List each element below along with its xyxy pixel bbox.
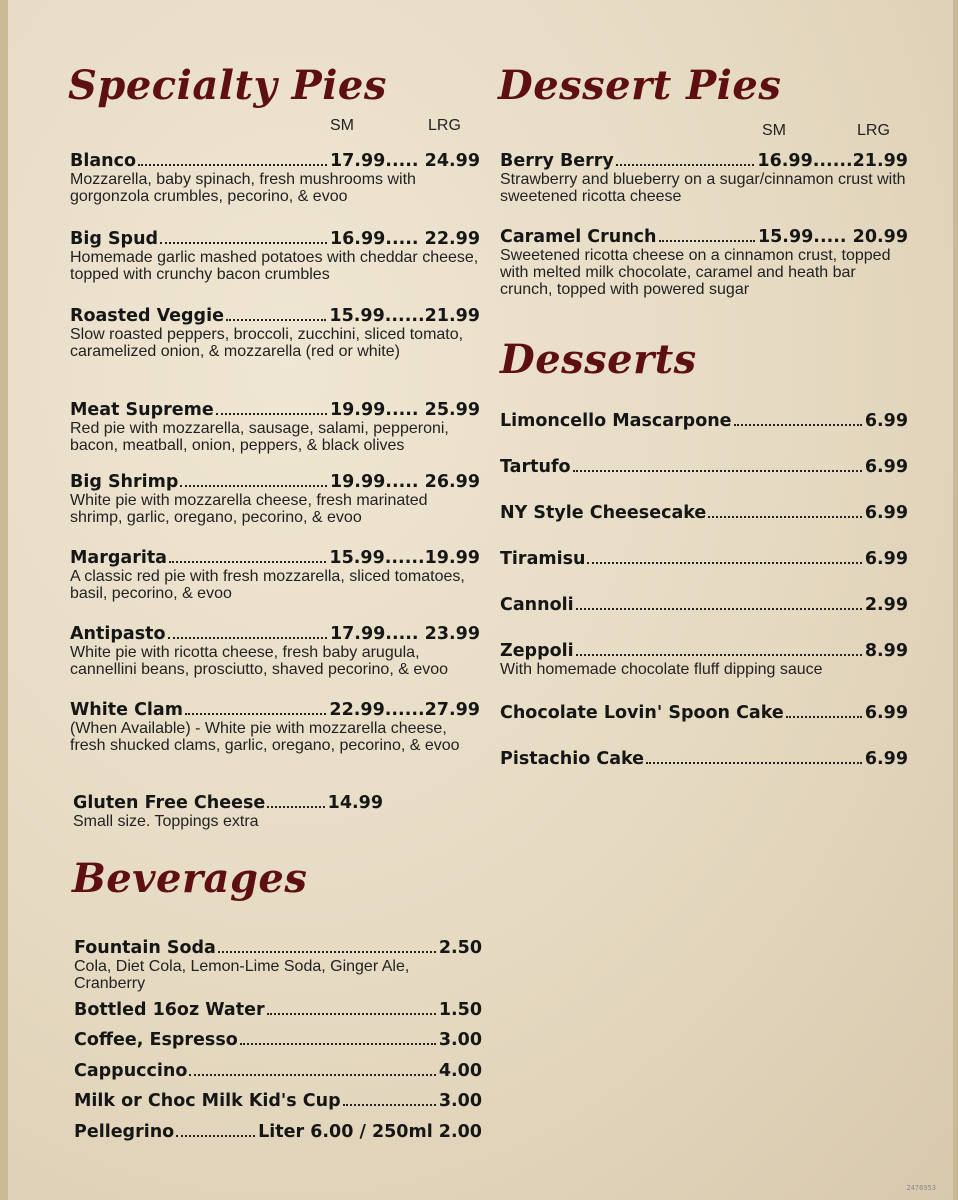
- item-name: Pistachio Cake: [500, 749, 645, 769]
- leader-dots: [734, 424, 862, 426]
- menu-item: [500, 457, 908, 477]
- size-sm-label: SM: [330, 117, 354, 134]
- menu-item: [74, 1091, 482, 1111]
- item-price: 2.99: [864, 595, 908, 615]
- leader-dots: [216, 413, 327, 415]
- item-price: 14.99: [327, 793, 383, 813]
- leader-dots: [267, 806, 324, 808]
- item-name: Tartufo: [500, 457, 571, 477]
- item-price: 15.99......21.99: [329, 306, 480, 326]
- item-name: Limoncello Mascarpone: [500, 411, 732, 431]
- item-description: White pie with ricotta cheese, fresh baby arugula, cannellini beans, prosciutto, shaved pecorino, & evoo: [70, 644, 449, 678]
- item-price: 8.99: [864, 641, 908, 661]
- menu-item: [74, 1061, 482, 1081]
- item-price: 3.00: [438, 1030, 482, 1050]
- leader-dots: [138, 164, 327, 166]
- menu-item: [500, 151, 908, 205]
- item-price: 6.99: [864, 749, 908, 769]
- leader-dots: [659, 240, 755, 242]
- page-edge-left: [0, 0, 8, 1200]
- beverages-heading: Beverages: [72, 855, 308, 902]
- item-description: With homemade chocolate fluff dipping sauce: [500, 661, 823, 678]
- menu-item: [70, 229, 480, 283]
- item-description: Slow roasted peppers, broccoli, zucchini, sliced tomato, caramelized onion, & mozzarella (red or white): [70, 326, 464, 360]
- menu-item: [70, 624, 480, 678]
- specialty-pies-heading: Specialty Pies: [68, 62, 387, 109]
- item-description: (When Available) - White pie with mozzarella cheese, fresh shucked clams, garlic, oregano, pecorino, & evoo: [70, 720, 460, 754]
- item-price: 6.99: [864, 703, 908, 723]
- menu-item: [500, 641, 908, 678]
- item-description: Red pie with mozzarella, sausage, salami, pepperoni, bacon, meatball, onion, peppers, & black olives: [70, 420, 449, 454]
- item-description: Small size. Toppings extra: [73, 813, 259, 830]
- menu-item: [500, 749, 908, 769]
- item-price: 17.99..... 24.99: [329, 151, 480, 171]
- leader-dots: [160, 242, 327, 244]
- item-name: Bottled 16oz Water: [74, 1000, 265, 1020]
- item-description: Cola, Diet Cola, Lemon-Lime Soda, Ginger Ale, Cranberry: [74, 958, 410, 992]
- menu-item: [74, 1122, 482, 1142]
- menu-item: [70, 400, 480, 454]
- leader-dots: [189, 1074, 435, 1076]
- leader-dots: [576, 654, 862, 656]
- leader-dots: [786, 716, 862, 718]
- size-lrg-label: LRG: [428, 117, 461, 134]
- menu-item: [70, 306, 480, 360]
- item-name: NY Style Cheesecake: [500, 503, 707, 523]
- leader-dots: [616, 164, 755, 166]
- leader-dots: [267, 1013, 436, 1015]
- item-description: A classic red pie with fresh mozzarella, sliced tomatoes, basil, pecorino, & evoo: [70, 568, 465, 602]
- item-name: Gluten Free Cheese: [73, 793, 266, 813]
- desserts-heading: Desserts: [500, 336, 697, 383]
- item-price: 6.99: [864, 411, 908, 431]
- item-price: 19.99..... 26.99: [329, 472, 480, 492]
- item-name: Margarita: [70, 548, 167, 568]
- item-name: Caramel Crunch: [500, 227, 657, 247]
- item-name: Fountain Soda: [74, 938, 216, 958]
- leader-dots: [343, 1104, 436, 1106]
- item-name: Pellegrino: [74, 1122, 175, 1142]
- page-edge-right: [953, 0, 958, 1200]
- item-name: Tiramisu: [500, 549, 586, 569]
- item-name: Roasted Veggie: [70, 306, 224, 326]
- leader-dots: [708, 516, 862, 518]
- menu-item: [74, 1030, 482, 1050]
- item-price: 15.99......19.99: [329, 548, 480, 568]
- size-lrg-label: LRG: [857, 122, 890, 139]
- item-name: Cannoli: [500, 595, 574, 615]
- leader-dots: [185, 713, 326, 715]
- menu-item: [500, 227, 908, 298]
- menu-item: [500, 703, 908, 723]
- menu-item: [74, 938, 482, 992]
- menu-item: [500, 549, 908, 569]
- item-price: 6.99: [864, 549, 908, 569]
- item-description: Strawberry and blueberry on a sugar/cinnamon crust with sweetened ricotta cheese: [500, 171, 906, 205]
- item-price: 6.99: [864, 457, 908, 477]
- item-price: 1.50: [438, 1000, 482, 1020]
- item-name: Milk or Choc Milk Kid's Cup: [74, 1091, 341, 1111]
- item-price: 22.99......27.99: [329, 700, 480, 720]
- item-name: White Clam: [70, 700, 183, 720]
- menu-item: [500, 595, 908, 615]
- item-description: Sweetened ricotta cheese on a cinnamon crust, topped with melted milk chocolate, caramel and heath bar crunch, topped with powered sugar: [500, 247, 891, 298]
- print-code: 2476953: [906, 1184, 936, 1192]
- size-sm-label: SM: [762, 122, 786, 139]
- item-price: 6.99: [864, 503, 908, 523]
- item-price: Liter 6.00 / 250ml 2.00: [258, 1122, 482, 1142]
- item-name: Big Spud: [70, 229, 159, 249]
- item-price: 15.99..... 20.99: [757, 227, 908, 247]
- item-name: Big Shrimp: [70, 472, 179, 492]
- menu-item: [500, 503, 908, 523]
- menu-item: [70, 151, 480, 205]
- menu-item: [74, 1000, 482, 1020]
- item-price: 16.99......21.99: [757, 151, 908, 171]
- item-price: 4.00: [438, 1061, 482, 1081]
- item-name: Antipasto: [70, 624, 166, 644]
- item-description: Mozzarella, baby spinach, fresh mushrooms with gorgonzola crumbles, pecorino, & evoo: [70, 171, 416, 205]
- leader-dots: [587, 562, 861, 564]
- leader-dots: [180, 485, 327, 487]
- item-name: Coffee, Espresso: [74, 1030, 238, 1050]
- leader-dots: [646, 762, 862, 764]
- item-name: Cappuccino: [74, 1061, 188, 1081]
- menu-item: [70, 548, 480, 602]
- leader-dots: [226, 319, 326, 321]
- item-price: 16.99..... 22.99: [329, 229, 480, 249]
- leader-dots: [576, 608, 862, 610]
- leader-dots: [573, 470, 862, 472]
- menu-item: [73, 793, 383, 830]
- item-name: Zeppoli: [500, 641, 574, 661]
- item-price: 19.99..... 25.99: [329, 400, 480, 420]
- item-description: White pie with mozzarella cheese, fresh marinated shrimp, garlic, oregano, pecorino, & evoo: [70, 492, 428, 526]
- item-name: Chocolate Lovin' Spoon Cake: [500, 703, 784, 723]
- item-name: Meat Supreme: [70, 400, 214, 420]
- item-price: 2.50: [438, 938, 482, 958]
- menu-item: [500, 411, 908, 431]
- leader-dots: [168, 637, 327, 639]
- leader-dots: [169, 561, 326, 563]
- menu-item: [70, 472, 480, 526]
- item-name: Blanco: [70, 151, 137, 171]
- item-price: 3.00: [438, 1091, 482, 1111]
- item-name: Berry Berry: [500, 151, 614, 171]
- leader-dots: [176, 1135, 255, 1137]
- dessert-pies-heading: Dessert Pies: [498, 62, 782, 109]
- leader-dots: [240, 1043, 436, 1045]
- item-price: 17.99..... 23.99: [329, 624, 480, 644]
- item-description: Homemade garlic mashed potatoes with cheddar cheese, topped with crunchy bacon crumbles: [70, 249, 479, 283]
- menu-item: [70, 700, 480, 754]
- leader-dots: [218, 951, 436, 953]
